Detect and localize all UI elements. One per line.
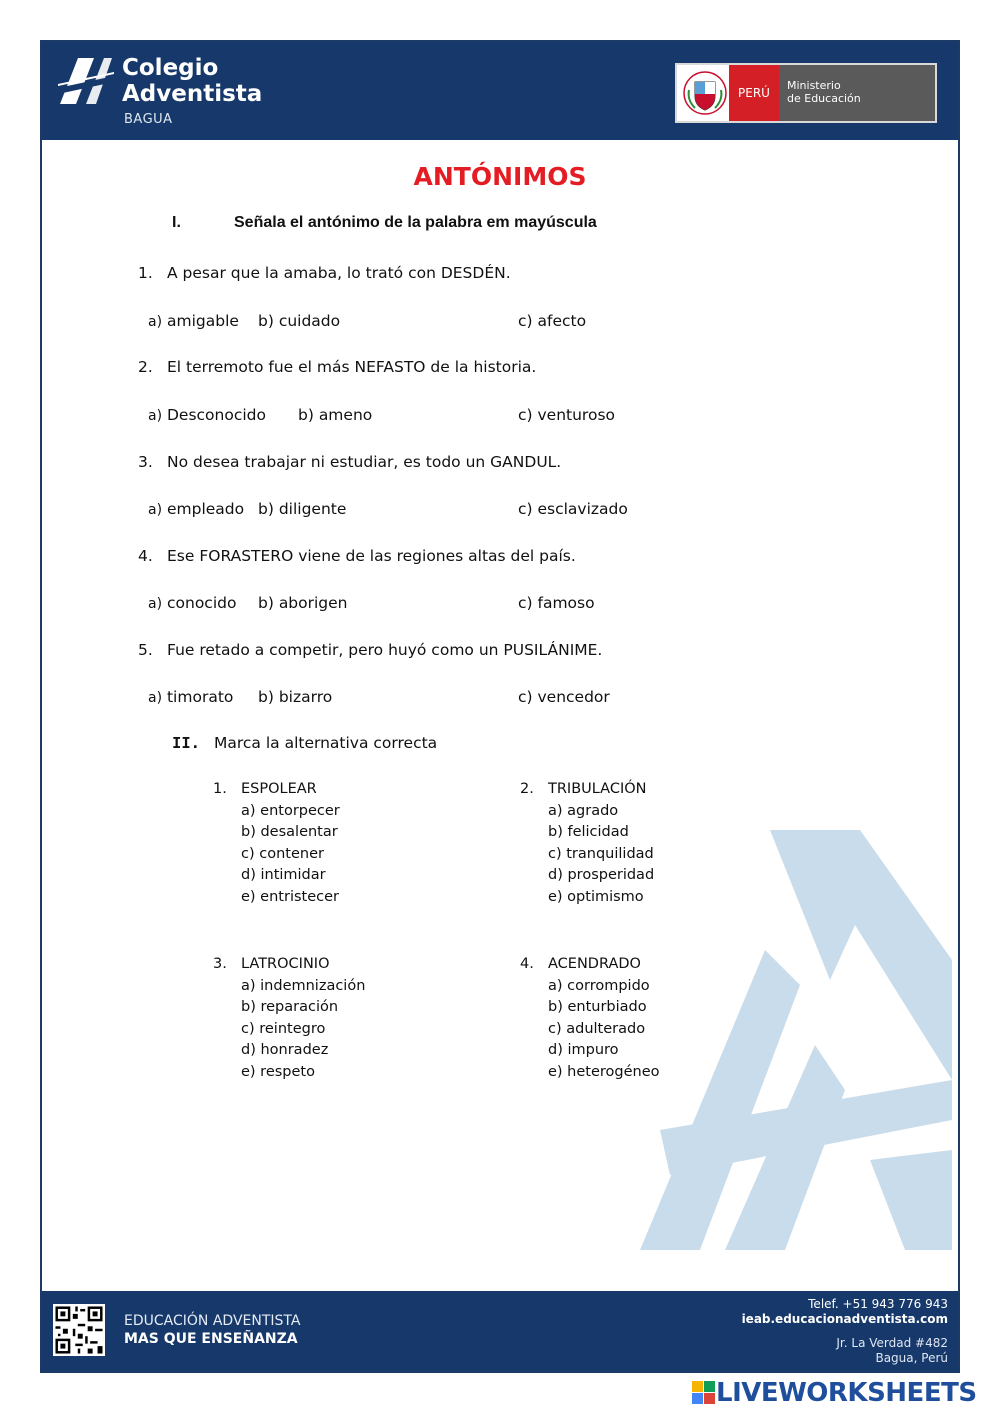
option-c[interactable]: c) vencedor — [518, 688, 610, 706]
footer-slogan-2: MAS QUE ENSEÑANZA — [124, 1331, 298, 1347]
page-title: ANTÓNIMOS — [413, 162, 587, 191]
vocab-head — [520, 954, 660, 976]
ministry-line1: Ministerio — [787, 79, 841, 92]
option-c[interactable]: c) venturoso — [518, 406, 616, 424]
vocab-options — [520, 801, 654, 909]
vocab-head — [213, 954, 365, 976]
footer-contact — [742, 1297, 948, 1366]
ministry-logo — [675, 63, 937, 123]
ministry-line2: de Educación — [787, 92, 861, 105]
vocab-head — [213, 779, 340, 801]
option-c[interactable]: c) afecto — [518, 312, 587, 330]
option-b[interactable]: b) diligente — [258, 500, 347, 518]
option-b[interactable]: b) enturbiado — [548, 999, 647, 1015]
footer-phone: Telef. +51 943 776 943 — [808, 1297, 948, 1311]
option-e[interactable]: e) respeto — [241, 1063, 315, 1080]
option-a[interactable]: a) indemnización — [241, 977, 366, 994]
footer-banner — [42, 1291, 958, 1371]
question-4 — [138, 547, 576, 565]
liveworksheets-text: LIVEWORKSHEETS — [716, 1378, 977, 1408]
vocab-item-1 — [213, 779, 340, 908]
ministry-label — [779, 65, 935, 121]
vocab-number: 1. — [213, 781, 227, 797]
option-b[interactable]: b) aborigen — [258, 594, 348, 612]
vocab-item-2 — [520, 779, 654, 908]
option-a-label: a) — [148, 502, 163, 518]
option-b[interactable]: b) desalentar — [241, 824, 338, 840]
section2-number: II. — [172, 734, 200, 752]
school-logo-icon — [56, 54, 116, 106]
liveworksheets-badge-icon — [692, 1381, 716, 1405]
option-d[interactable]: d) prosperidad — [548, 867, 655, 883]
option-b[interactable]: b) felicidad — [548, 824, 629, 840]
vocab-item-3 — [213, 954, 365, 1083]
option-a-label: a) — [148, 690, 163, 706]
question-number: 5. — [138, 641, 153, 659]
option-d[interactable]: d) honradez — [241, 1042, 329, 1058]
country-label: PERÚ — [729, 65, 779, 121]
option-b[interactable]: b) reparación — [241, 999, 339, 1015]
option-a[interactable] — [148, 688, 233, 706]
vocab-word: LATROCINIO — [241, 956, 330, 972]
vocab-word: ACENDRADO — [548, 956, 641, 972]
question-2 — [138, 358, 536, 376]
vocab-head — [520, 779, 654, 801]
option-a-label: a) — [148, 596, 163, 612]
vocab-options — [213, 801, 340, 909]
option-a[interactable] — [148, 312, 239, 330]
option-e[interactable]: e) heterogéneo — [548, 1063, 660, 1080]
footer-address-2: Bagua, Perú — [875, 1351, 948, 1365]
option-a[interactable] — [148, 594, 236, 612]
question-text: Fue retado a competir, pero huyó como un PUSILÁNIME. — [167, 641, 603, 659]
option-a[interactable]: a) agrado — [548, 802, 619, 819]
option-a[interactable]: a) entorpecer — [241, 802, 340, 819]
question-number: 2. — [138, 358, 153, 376]
option-b[interactable]: b) bizarro — [258, 688, 333, 706]
section2-heading — [172, 734, 437, 752]
option-c[interactable]: c) tranquilidad — [548, 845, 654, 862]
vocab-word: TRIBULACIÓN — [548, 781, 647, 797]
qr-code-icon — [53, 1304, 105, 1356]
option-a-text: empleado — [166, 500, 245, 518]
question-3 — [138, 453, 561, 471]
option-a-label: a) — [148, 314, 163, 330]
option-a-label: a) — [148, 408, 163, 424]
question-5 — [138, 641, 602, 659]
option-c[interactable]: c) esclavizado — [518, 500, 628, 518]
vocab-word: ESPOLEAR — [241, 781, 317, 797]
liveworksheets-logo[interactable] — [692, 1378, 992, 1410]
question-text: Ese FORASTERO viene de las regiones altas del país. — [167, 547, 576, 565]
peru-coat-of-arms-icon — [681, 68, 729, 118]
option-b[interactable]: b) ameno — [298, 406, 373, 424]
question-text: No desea trabajar ni estudiar, es todo un GANDUL. — [167, 453, 562, 471]
vocab-item-4 — [520, 954, 660, 1083]
option-c[interactable]: c) famoso — [518, 594, 595, 612]
question-text: A pesar que la amaba, lo trató con DESDÉN. — [167, 264, 511, 282]
option-e[interactable]: e) entristecer — [241, 888, 339, 905]
worksheet-page — [40, 40, 960, 1373]
school-name-line2: Adventista — [122, 81, 263, 107]
footer-address-1: Jr. La Verdad #482 — [836, 1336, 948, 1350]
section1-heading-text: Señala el antónimo de la palabra em mayúscula — [234, 214, 597, 231]
option-a-text: timorato — [166, 688, 234, 706]
watermark-logo-icon — [640, 830, 952, 1250]
option-a-text: conocido — [166, 594, 237, 612]
header-banner — [42, 42, 958, 140]
question-3-options — [148, 500, 648, 522]
question-1-options — [148, 312, 648, 334]
footer-slogan-1: EDUCACIÓN ADVENTISTA — [124, 1313, 301, 1329]
vocab-options — [213, 976, 365, 1084]
option-a-text: amigable — [166, 312, 239, 330]
vocab-options — [520, 976, 660, 1084]
option-a-text: Desconocido — [166, 406, 266, 424]
footer-website[interactable]: ieab.educacionadventista.com — [741, 1312, 948, 1326]
section2-heading-text: Marca la alternativa correcta — [214, 734, 438, 752]
option-c[interactable]: c) reintegro — [241, 1020, 326, 1037]
question-text: El terremoto fue el más NEFASTO de la historia. — [167, 358, 537, 376]
option-c[interactable]: c) adulterado — [548, 1020, 646, 1037]
section1-heading — [172, 214, 597, 232]
vocab-number: 2. — [520, 781, 534, 797]
option-e[interactable]: e) optimismo — [548, 888, 644, 905]
question-1 — [138, 264, 511, 282]
option-a[interactable]: a) corrompido — [548, 977, 650, 994]
question-number: 1. — [138, 264, 153, 282]
school-name — [122, 55, 262, 107]
option-d[interactable]: d) intimidar — [241, 867, 326, 883]
question-5-options — [148, 688, 648, 710]
question-number: 4. — [138, 547, 153, 565]
school-city: BAGUA — [124, 112, 173, 127]
question-4-options — [148, 594, 648, 616]
question-2-options — [148, 406, 648, 428]
option-b[interactable]: b) cuidado — [258, 312, 341, 330]
option-c[interactable]: c) contener — [241, 845, 324, 862]
question-number: 3. — [138, 453, 153, 471]
vocab-number: 4. — [520, 956, 534, 972]
school-name-line1: Colegio — [122, 55, 219, 81]
option-d[interactable]: d) impuro — [548, 1042, 619, 1058]
vocab-number: 3. — [213, 956, 227, 972]
option-a[interactable] — [148, 500, 244, 518]
option-a[interactable] — [148, 406, 266, 424]
section1-number: I. — [172, 214, 181, 231]
